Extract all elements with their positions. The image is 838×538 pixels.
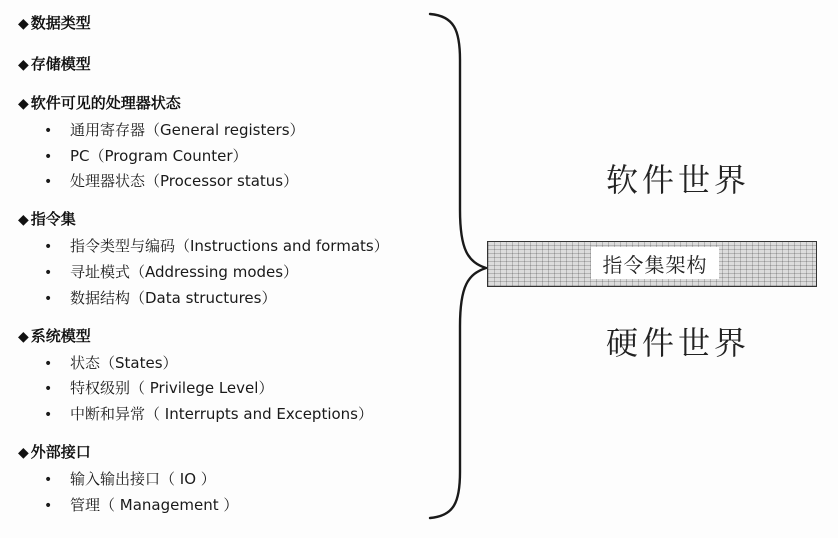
section-title-data-types: ◆ 数据类型	[18, 14, 91, 32]
list-item-instructions-formats: • 指令类型与编码（Instructions and formats）	[44, 237, 389, 255]
diamond-icon: ◆	[18, 57, 29, 73]
list-item-privilege-level: • 特权级别（ Privilege Level）	[44, 379, 274, 397]
bullet-icon: •	[44, 356, 53, 372]
section-title-processor-state: ◆ 软件可见的处理器状态	[18, 94, 181, 112]
section-title-external-interface: ◆ 外部接口	[18, 443, 91, 461]
bullet-icon: •	[44, 291, 53, 307]
list-item-management: • 管理（ Management ）	[44, 496, 239, 514]
list-item-addressing-modes: • 寻址模式（Addressing modes）	[44, 263, 299, 281]
bullet-icon: •	[44, 472, 53, 488]
section-title-system-model: ◆ 系统模型	[18, 327, 91, 345]
curly-brace-icon	[424, 10, 494, 522]
section-title-instruction-set: ◆ 指令集	[18, 210, 76, 228]
isa-bar	[487, 241, 817, 287]
bullet-icon: •	[44, 381, 53, 397]
list-item-interrupts-exceptions: • 中断和异常（ Interrupts and Exceptions）	[44, 405, 373, 423]
isa-label: 指令集架构	[591, 247, 719, 279]
software-world-label: 软件世界	[606, 161, 751, 199]
bullet-icon: •	[44, 123, 53, 139]
list-item-processor-status: • 处理器状态（Processor status）	[44, 172, 299, 190]
bullet-icon: •	[44, 239, 53, 255]
list-item-general-registers: • 通用寄存器（General registers）	[44, 121, 305, 139]
bullet-icon: •	[44, 265, 53, 281]
list-item-program-counter: • PC（Program Counter）	[44, 147, 248, 165]
diamond-icon: ◆	[18, 212, 29, 228]
list-item-data-structures: • 数据结构（Data structures）	[44, 289, 277, 307]
diamond-icon: ◆	[18, 96, 29, 112]
bullet-icon: •	[44, 407, 53, 423]
list-item-io: • 输入输出接口（ IO ）	[44, 470, 216, 488]
bullet-icon: •	[44, 174, 53, 190]
hardware-world-label: 硬件世界	[606, 324, 751, 362]
diamond-icon: ◆	[18, 445, 29, 461]
diamond-icon: ◆	[18, 16, 29, 32]
bullet-icon: •	[44, 498, 53, 514]
list-item-states: • 状态（States）	[44, 354, 178, 372]
diamond-icon: ◆	[18, 329, 29, 345]
bullet-icon: •	[44, 149, 53, 165]
section-title-storage-model: ◆ 存储模型	[18, 55, 91, 73]
